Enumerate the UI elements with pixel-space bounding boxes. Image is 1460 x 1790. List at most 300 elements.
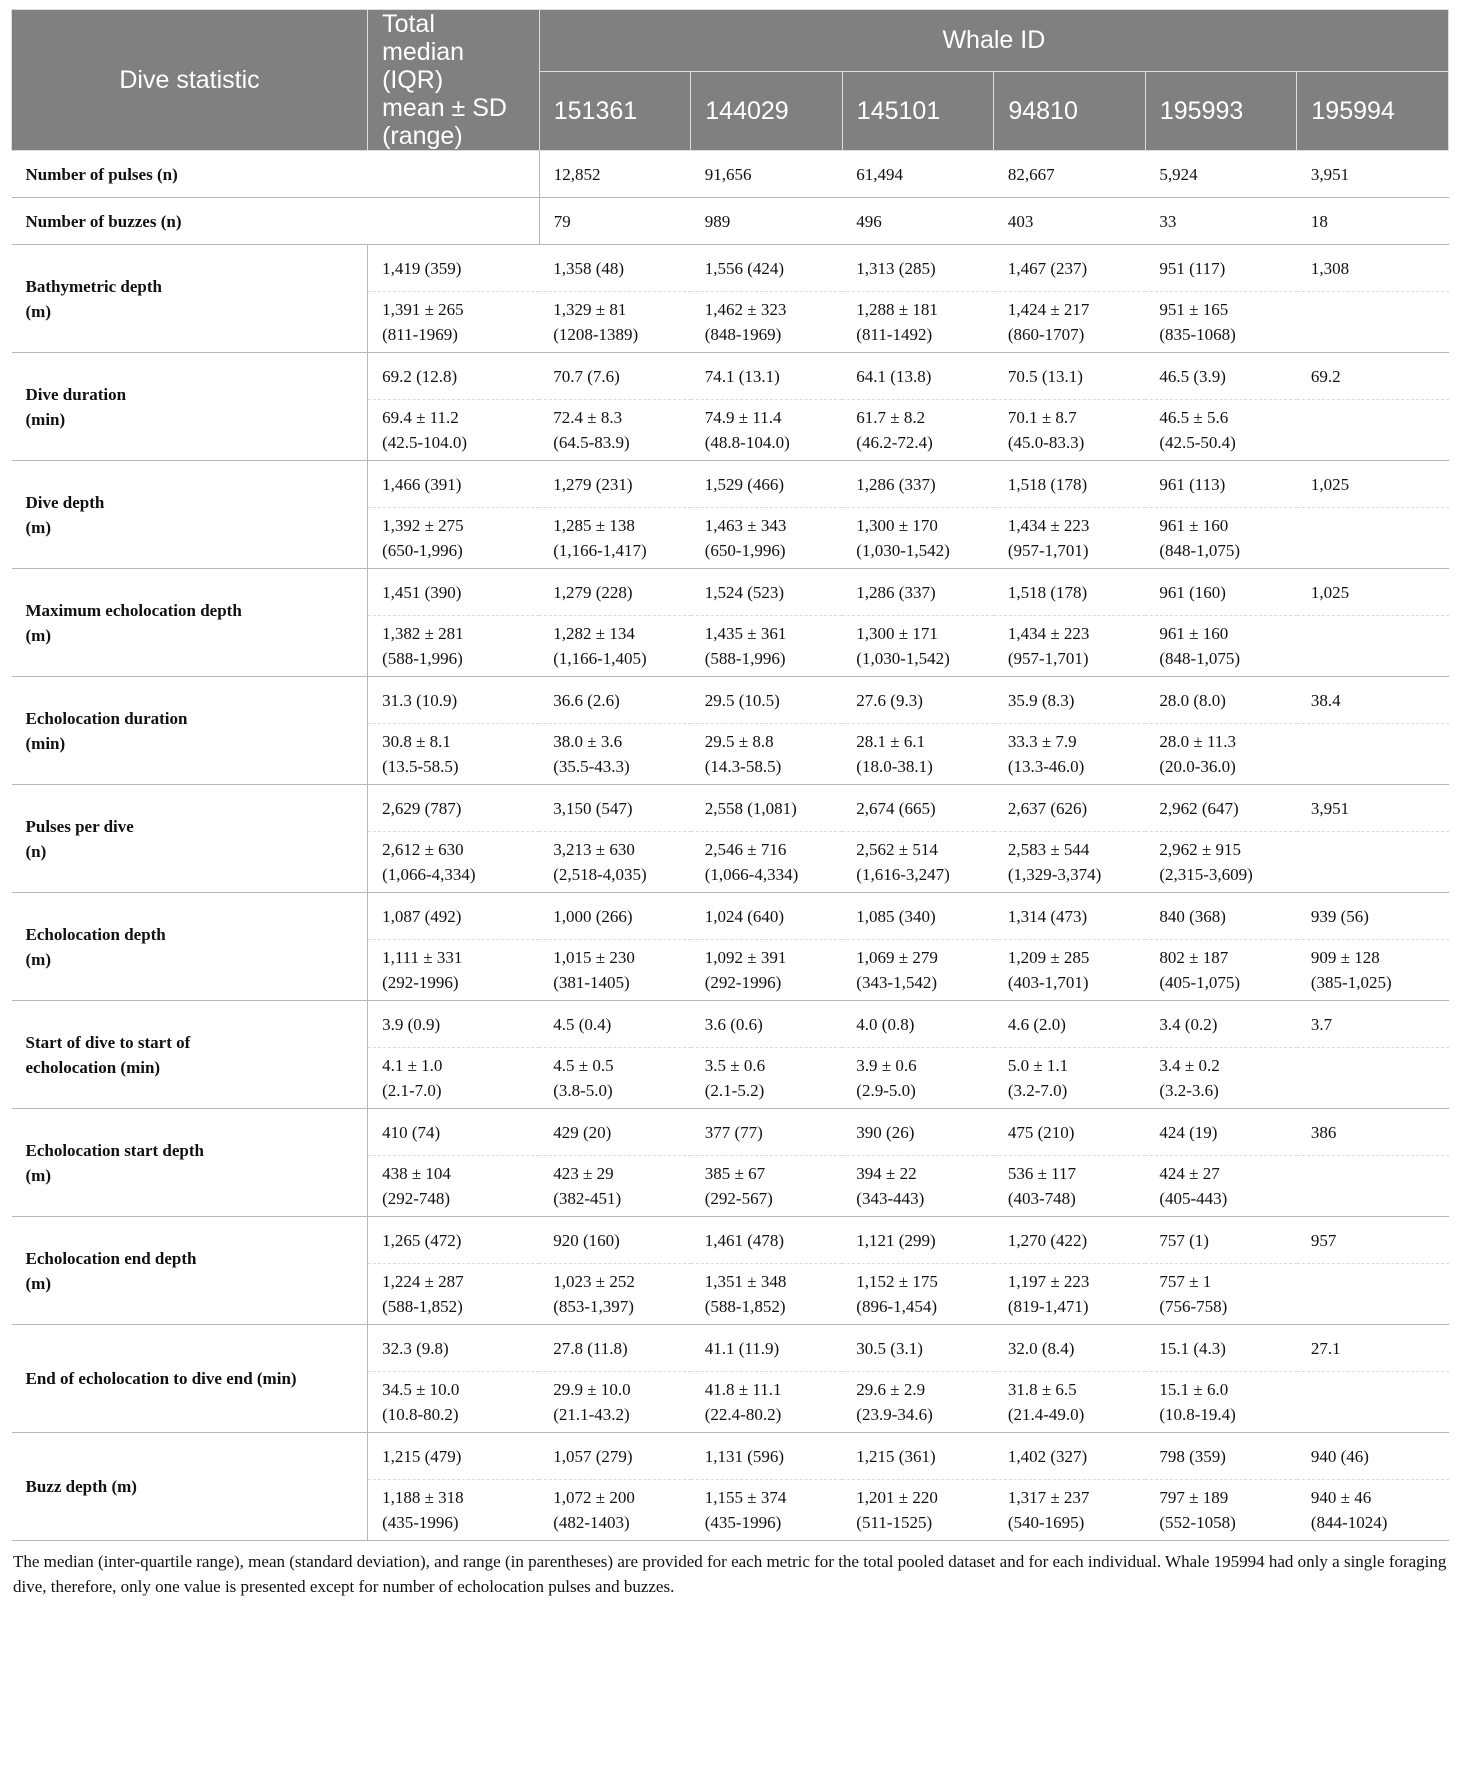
mean-range-cell	[994, 400, 1146, 461]
mean-range-cell	[368, 1156, 540, 1217]
mean-sd-value: 1,072 ± 200	[553, 1488, 635, 1507]
mean-sd-value: 4.5 ± 0.5	[553, 1056, 614, 1075]
median-cell: 1,556 (424)	[691, 245, 843, 292]
mean-sd-value: 3.5 ± 0.6	[704, 1056, 766, 1075]
range-value: (405-1,075)	[1159, 973, 1241, 992]
mean-sd-value: 1,282 ± 134	[553, 624, 635, 643]
range-value: (343-1,542)	[856, 973, 938, 992]
mean-range-cell	[1297, 724, 1449, 785]
header-total-line: (range)	[382, 122, 463, 150]
header-total-line: median (IQR)	[382, 38, 465, 94]
mean-range-cell	[1297, 400, 1449, 461]
row-label-line: (m)	[25, 949, 51, 969]
mean-range-cell	[842, 616, 994, 677]
median-cell: 390 (26)	[842, 1109, 994, 1156]
range-value: (2,518-4,035)	[553, 865, 647, 884]
range-value: (756-758)	[1159, 1297, 1228, 1316]
mean-sd-value: 3.9 ± 0.6	[856, 1056, 917, 1075]
mean-range-cell	[994, 832, 1146, 893]
median-cell: 1,286 (337)	[842, 461, 994, 508]
table-row	[12, 569, 1449, 616]
row-label-line: echolocation (min)	[25, 1057, 161, 1077]
mean-range-cell	[1145, 508, 1297, 569]
range-value: (10.8-19.4)	[1159, 1405, 1236, 1424]
mean-sd-value: 46.5 ± 5.6	[1159, 408, 1229, 427]
median-cell: 798 (359)	[1145, 1433, 1297, 1480]
median-cell: 1,308	[1297, 245, 1449, 292]
table-header	[12, 10, 1449, 151]
mean-sd-value: 1,201 ± 220	[856, 1488, 938, 1507]
median-cell: 957	[1297, 1217, 1449, 1264]
median-cell: 29.5 (10.5)	[691, 677, 843, 724]
mean-range-cell	[539, 508, 691, 569]
median-cell: 1,314 (473)	[994, 893, 1146, 940]
mean-range-cell	[994, 1372, 1146, 1433]
mean-range-cell	[1145, 1156, 1297, 1217]
median-cell: 1,279 (231)	[539, 461, 691, 508]
header-dive-statistic: Dive statistic	[12, 10, 368, 151]
range-value: (1,166-1,417)	[553, 541, 647, 560]
mean-sd-value: 1,317 ± 237	[1007, 1488, 1090, 1507]
median-cell: 1,025	[1297, 569, 1449, 616]
row-label	[12, 1325, 368, 1433]
row-label	[12, 1109, 368, 1217]
range-value: (588-1,852)	[704, 1297, 786, 1316]
mean-sd-value: 1,462 ± 323	[704, 300, 787, 319]
mean-sd-value: 1,209 ± 285	[1007, 948, 1090, 967]
header-total-line: Total	[382, 10, 435, 38]
median-cell: 429 (20)	[539, 1109, 691, 1156]
median-cell: 1,518 (178)	[994, 569, 1146, 616]
mean-range-cell	[368, 1480, 540, 1541]
row-label	[12, 1001, 368, 1109]
median-cell: 424 (19)	[1145, 1109, 1297, 1156]
mean-range-cell	[691, 832, 843, 893]
median-cell: 31.3 (10.9)	[368, 677, 540, 724]
median-cell: 1,419 (359)	[368, 245, 540, 292]
range-value: (292-1996)	[382, 973, 459, 992]
mean-sd-value: 61.7 ± 8.2	[856, 408, 926, 427]
mean-range-cell	[368, 1048, 540, 1109]
mean-range-cell	[368, 724, 540, 785]
mean-range-cell	[994, 1156, 1146, 1217]
row-label-line: (m)	[25, 517, 51, 537]
median-cell: 4.0 (0.8)	[842, 1001, 994, 1048]
range-value: (1,030-1,542)	[856, 649, 950, 668]
range-value: (957-1,701)	[1007, 541, 1089, 560]
table-cell: 82,667	[994, 151, 1146, 198]
range-value: (552-1058)	[1159, 1513, 1236, 1532]
mean-sd-value: 29.5 ± 8.8	[704, 732, 774, 751]
mean-sd-value: 1,424 ± 217	[1007, 300, 1090, 319]
median-cell: 920 (160)	[539, 1217, 691, 1264]
median-cell: 1,518 (178)	[994, 461, 1146, 508]
mean-sd-value: 1,463 ± 343	[704, 516, 787, 535]
mean-sd-value: 34.5 ± 10.0	[382, 1380, 460, 1399]
mean-sd-value: 5.0 ± 1.1	[1007, 1056, 1069, 1075]
table-row	[12, 353, 1449, 400]
median-cell: 1,057 (279)	[539, 1433, 691, 1480]
mean-sd-value: 1,023 ± 252	[553, 1272, 635, 1291]
range-value: (381-1405)	[553, 973, 630, 992]
median-cell: 386	[1297, 1109, 1449, 1156]
mean-range-cell	[539, 1372, 691, 1433]
header-whale-144029: 144029	[691, 72, 843, 151]
mean-range-cell	[842, 1480, 994, 1541]
row-label-line: Echolocation end depth	[25, 1248, 197, 1268]
median-cell: 377 (77)	[691, 1109, 843, 1156]
range-value: (21.4-49.0)	[1007, 1405, 1085, 1424]
range-value: (2.1-5.2)	[704, 1081, 765, 1100]
median-cell: 36.6 (2.6)	[539, 677, 691, 724]
median-cell: 1,265 (472)	[368, 1217, 540, 1264]
median-cell: 2,558 (1,081)	[691, 785, 843, 832]
table-row	[12, 245, 1449, 292]
mean-range-cell	[994, 508, 1146, 569]
mean-range-cell	[994, 1048, 1146, 1109]
mean-sd-value: 2,962 ± 915	[1159, 840, 1241, 859]
table-cell: 61,494	[842, 151, 994, 198]
mean-sd-value: 1,188 ± 318	[382, 1488, 464, 1507]
range-value: (382-451)	[553, 1189, 622, 1208]
range-value: (650-1,996)	[382, 541, 463, 560]
row-label-line: Echolocation depth	[25, 924, 166, 944]
mean-sd-value: 1,015 ± 230	[553, 948, 635, 967]
mean-range-cell	[539, 400, 691, 461]
mean-range-cell	[368, 1264, 540, 1325]
mean-sd-value: 909 ± 128	[1310, 948, 1380, 967]
range-value: (13.5-58.5)	[382, 757, 459, 776]
row-label	[12, 677, 368, 785]
median-cell: 1,270 (422)	[994, 1217, 1146, 1264]
mean-range-cell	[539, 1048, 691, 1109]
row-label	[12, 785, 368, 893]
mean-sd-value: 438 ± 104	[382, 1164, 451, 1183]
row-label-line: Echolocation start depth	[25, 1140, 204, 1160]
mean-sd-value: 757 ± 1	[1159, 1272, 1212, 1291]
table-row	[12, 1217, 1449, 1264]
range-value: (343-443)	[856, 1189, 925, 1208]
range-value: (20.0-36.0)	[1159, 757, 1236, 776]
range-value: (13.3-46.0)	[1007, 757, 1085, 776]
median-cell: 2,637 (626)	[994, 785, 1146, 832]
table-cell: 79	[539, 198, 691, 245]
row-label-line: Dive duration	[25, 384, 127, 404]
mean-range-cell	[1297, 1048, 1449, 1109]
mean-range-cell	[994, 1264, 1146, 1325]
median-cell: 70.7 (7.6)	[539, 353, 691, 400]
header-whale-195993: 195993	[1145, 72, 1297, 151]
table-cell: 989	[691, 198, 843, 245]
range-value: (292-748)	[382, 1189, 451, 1208]
mean-sd-value: 961 ± 160	[1159, 516, 1229, 535]
row-label	[12, 245, 368, 353]
median-cell: 1,524 (523)	[691, 569, 843, 616]
median-cell: 1,085 (340)	[842, 893, 994, 940]
table-cell: 33	[1145, 198, 1297, 245]
mean-sd-value: 1,224 ± 287	[382, 1272, 464, 1291]
range-value: (1,030-1,542)	[856, 541, 950, 560]
mean-range-cell	[539, 292, 691, 353]
mean-range-cell	[1297, 292, 1449, 353]
mean-range-cell	[1145, 940, 1297, 1001]
median-cell: 1,121 (299)	[842, 1217, 994, 1264]
range-value: (844-1024)	[1310, 1513, 1388, 1532]
mean-range-cell	[368, 292, 540, 353]
table-cell: 18	[1297, 198, 1449, 245]
median-cell: 2,629 (787)	[368, 785, 540, 832]
mean-range-cell	[1145, 1372, 1297, 1433]
mean-sd-value: 1,434 ± 223	[1007, 624, 1090, 643]
mean-sd-value: 2,546 ± 716	[704, 840, 787, 859]
mean-range-cell	[1297, 616, 1449, 677]
median-cell: 3,150 (547)	[539, 785, 691, 832]
range-value: (292-1996)	[704, 973, 782, 992]
median-cell: 74.1 (13.1)	[691, 353, 843, 400]
table-cell: 12,852	[539, 151, 691, 198]
median-cell: 1,529 (466)	[691, 461, 843, 508]
range-value: (46.2-72.4)	[856, 433, 933, 452]
range-value: (1,066-4,334)	[382, 865, 476, 884]
median-cell: 2,674 (665)	[842, 785, 994, 832]
median-cell: 32.3 (9.8)	[368, 1325, 540, 1372]
mean-range-cell	[1145, 400, 1297, 461]
mean-range-cell	[994, 292, 1146, 353]
range-value: (1,329-3,374)	[1007, 865, 1102, 884]
mean-range-cell	[842, 508, 994, 569]
mean-sd-value: 802 ± 187	[1159, 948, 1229, 967]
median-cell: 4.6 (2.0)	[994, 1001, 1146, 1048]
mean-range-cell	[539, 1156, 691, 1217]
mean-range-cell	[1297, 1264, 1449, 1325]
range-value: (22.4-80.2)	[704, 1405, 782, 1424]
mean-sd-value: 394 ± 22	[856, 1164, 917, 1183]
mean-range-cell	[1145, 1264, 1297, 1325]
median-cell: 3.6 (0.6)	[691, 1001, 843, 1048]
range-value: (292-567)	[704, 1189, 773, 1208]
range-value: (588-1,996)	[382, 649, 463, 668]
range-value: (1,616-3,247)	[856, 865, 950, 884]
median-cell: 1,279 (228)	[539, 569, 691, 616]
mean-sd-value: 951 ± 165	[1159, 300, 1229, 319]
row-label-line: Start of dive to start of	[25, 1032, 191, 1052]
mean-range-cell	[1297, 1156, 1449, 1217]
mean-range-cell	[842, 400, 994, 461]
mean-sd-value: 1,155 ± 374	[704, 1488, 787, 1507]
median-cell: 1,000 (266)	[539, 893, 691, 940]
median-cell: 15.1 (4.3)	[1145, 1325, 1297, 1372]
mean-range-cell	[691, 508, 843, 569]
mean-sd-value: 1,329 ± 81	[553, 300, 627, 319]
dive-statistics-table	[11, 9, 1449, 1541]
range-value: (14.3-58.5)	[704, 757, 782, 776]
median-cell: 961 (160)	[1145, 569, 1297, 616]
range-value: (403-748)	[1007, 1189, 1076, 1208]
mean-range-cell	[842, 1156, 994, 1217]
table-cell: 496	[842, 198, 994, 245]
row-label	[12, 569, 368, 677]
mean-range-cell	[368, 1372, 540, 1433]
range-value: (811-1492)	[856, 325, 933, 344]
mean-range-cell	[691, 1480, 843, 1541]
mean-range-cell	[691, 940, 843, 1001]
row-label	[12, 1217, 368, 1325]
mean-range-cell	[539, 724, 691, 785]
median-cell: 70.5 (13.1)	[994, 353, 1146, 400]
median-cell: 69.2 (12.8)	[368, 353, 540, 400]
mean-range-cell	[539, 1480, 691, 1541]
range-value: (1208-1389)	[553, 325, 639, 344]
mean-sd-value: 2,562 ± 514	[856, 840, 938, 859]
mean-range-cell	[994, 724, 1146, 785]
mean-range-cell	[1297, 1372, 1449, 1433]
row-label-line: (min)	[25, 409, 66, 429]
row-label-line: (m)	[25, 625, 51, 645]
mean-range-cell	[539, 1264, 691, 1325]
mean-range-cell	[842, 832, 994, 893]
table-row	[12, 1325, 1449, 1372]
mean-sd-value: 423 ± 29	[553, 1164, 614, 1183]
median-cell: 46.5 (3.9)	[1145, 353, 1297, 400]
table-row	[12, 1109, 1449, 1156]
mean-range-cell	[368, 508, 540, 569]
mean-range-cell	[368, 616, 540, 677]
mean-range-cell	[994, 940, 1146, 1001]
mean-sd-value: 1,351 ± 348	[704, 1272, 787, 1291]
median-cell: 32.0 (8.4)	[994, 1325, 1146, 1372]
mean-sd-value: 1,391 ± 265	[382, 300, 464, 319]
mean-range-cell	[1297, 832, 1449, 893]
mean-range-cell	[539, 616, 691, 677]
table-cell: 403	[994, 198, 1146, 245]
mean-sd-value: 1,285 ± 138	[553, 516, 635, 535]
median-cell: 27.6 (9.3)	[842, 677, 994, 724]
range-value: (435-1996)	[382, 1513, 459, 1532]
range-value: (2.9-5.0)	[856, 1081, 916, 1100]
row-label-line: Pulses per dive	[25, 816, 134, 836]
median-cell: 69.2	[1297, 353, 1449, 400]
mean-sd-value: 4.1 ± 1.0	[382, 1056, 443, 1075]
median-cell: 939 (56)	[1297, 893, 1449, 940]
range-value: (405-443)	[1159, 1189, 1228, 1208]
range-value: (2.1-7.0)	[382, 1081, 442, 1100]
mean-range-cell	[539, 832, 691, 893]
mean-range-cell	[842, 1264, 994, 1325]
row-label-line: Bathymetric depth	[25, 276, 162, 296]
median-cell: 4.5 (0.4)	[539, 1001, 691, 1048]
median-cell: 1,087 (492)	[368, 893, 540, 940]
median-cell: 1,313 (285)	[842, 245, 994, 292]
header-total-line: mean ± SD	[382, 94, 507, 122]
mean-range-cell	[1145, 292, 1297, 353]
row-label-line: End of echolocation to dive end (min)	[25, 1369, 297, 1388]
row-label	[12, 461, 368, 569]
row-label-line: (m)	[25, 301, 51, 321]
mean-range-cell	[691, 724, 843, 785]
range-value: (48.8-104.0)	[704, 433, 790, 452]
header-whale-195994: 195994	[1297, 72, 1449, 151]
median-cell: 1,467 (237)	[994, 245, 1146, 292]
median-cell: 28.0 (8.0)	[1145, 677, 1297, 724]
row-label: Number of buzzes (n)	[12, 198, 540, 245]
mean-range-cell	[1145, 616, 1297, 677]
mean-range-cell	[1145, 1480, 1297, 1541]
median-cell: 1,215 (361)	[842, 1433, 994, 1480]
mean-sd-value: 424 ± 27	[1159, 1164, 1220, 1183]
median-cell: 64.1 (13.8)	[842, 353, 994, 400]
median-cell: 2,962 (647)	[1145, 785, 1297, 832]
median-cell: 951 (117)	[1145, 245, 1297, 292]
range-value: (18.0-38.1)	[856, 757, 933, 776]
row-label-line: Echolocation duration	[25, 708, 188, 728]
mean-sd-value: 1,152 ± 175	[856, 1272, 938, 1291]
header-whale-151361: 151361	[539, 72, 691, 151]
table-cell: 3,951	[1297, 151, 1449, 198]
median-cell: 3.7	[1297, 1001, 1449, 1048]
median-cell: 1,451 (390)	[368, 569, 540, 616]
median-cell: 1,131 (596)	[691, 1433, 843, 1480]
table-cell: 5,924	[1145, 151, 1297, 198]
mean-sd-value: 28.0 ± 11.3	[1159, 732, 1237, 751]
range-value: (45.0-83.3)	[1007, 433, 1085, 452]
mean-range-cell	[1297, 508, 1449, 569]
mean-range-cell	[539, 940, 691, 1001]
mean-sd-value: 797 ± 189	[1159, 1488, 1229, 1507]
table-body	[12, 151, 1449, 1541]
median-cell: 1,286 (337)	[842, 569, 994, 616]
median-cell: 35.9 (8.3)	[994, 677, 1146, 724]
median-cell: 1,358 (48)	[539, 245, 691, 292]
mean-sd-value: 3.4 ± 0.2	[1159, 1056, 1220, 1075]
mean-range-cell	[842, 1048, 994, 1109]
row-label-line: (m)	[25, 1165, 51, 1185]
mean-sd-value: 1,288 ± 181	[856, 300, 938, 319]
range-value: (42.5-50.4)	[1159, 433, 1236, 452]
table-row	[12, 1433, 1449, 1480]
range-value: (2,315-3,609)	[1159, 865, 1253, 884]
median-cell: 30.5 (3.1)	[842, 1325, 994, 1372]
mean-range-cell	[368, 400, 540, 461]
range-value: (957-1,701)	[1007, 649, 1089, 668]
mean-range-cell	[1145, 724, 1297, 785]
mean-range-cell	[994, 616, 1146, 677]
mean-sd-value: 31.8 ± 6.5	[1007, 1380, 1077, 1399]
median-cell: 3.9 (0.9)	[368, 1001, 540, 1048]
range-value: (811-1969)	[382, 325, 458, 344]
mean-range-cell	[368, 940, 540, 1001]
median-cell: 1,025	[1297, 461, 1449, 508]
median-cell: 1,466 (391)	[368, 461, 540, 508]
mean-range-cell	[368, 832, 540, 893]
mean-sd-value: 1,392 ± 275	[382, 516, 464, 535]
range-value: (819-1,471)	[1007, 1297, 1089, 1316]
mean-sd-value: 3,213 ± 630	[553, 840, 635, 859]
mean-range-cell	[691, 292, 843, 353]
median-cell: 1,402 (327)	[994, 1433, 1146, 1480]
range-value: (42.5-104.0)	[382, 433, 468, 452]
row-label-line: (min)	[25, 733, 66, 753]
row-label-line: Maximum echolocation depth	[25, 600, 242, 620]
median-cell: 3.4 (0.2)	[1145, 1001, 1297, 1048]
row-label-line: (n)	[25, 841, 47, 861]
mean-sd-value: 1,092 ± 391	[704, 948, 787, 967]
table-row	[12, 151, 1449, 198]
mean-range-cell	[1297, 940, 1449, 1001]
header-whale-id: Whale ID	[539, 10, 1448, 72]
mean-sd-value: 30.8 ± 8.1	[382, 732, 451, 751]
range-value: (21.1-43.2)	[553, 1405, 630, 1424]
median-cell: 757 (1)	[1145, 1217, 1297, 1264]
